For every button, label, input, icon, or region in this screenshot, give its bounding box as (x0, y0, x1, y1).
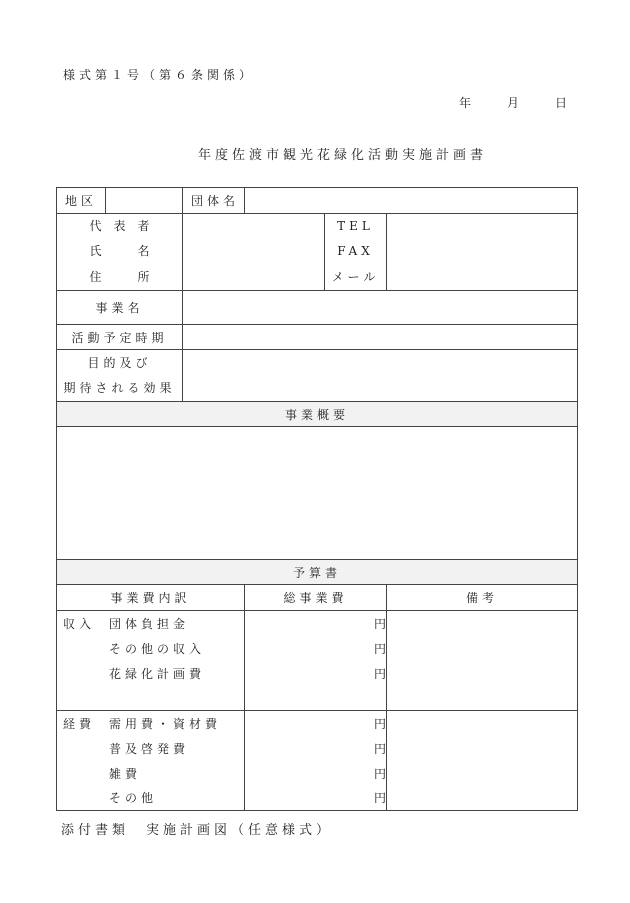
expense-item-row: 普及啓発費 (57, 736, 245, 761)
contact-labels (57, 214, 183, 291)
contact-info-field[interactable] (183, 214, 325, 291)
income-amount-field[interactable] (245, 686, 387, 711)
expense-item-row: 経費 需用費・資材費 (57, 711, 245, 736)
date-month: 月 (507, 96, 520, 110)
project-name-field[interactable] (183, 291, 578, 325)
income-item-row: 収入 団体負担金 (57, 611, 245, 636)
purpose-label: 目的及び 期待される効果 (57, 350, 183, 402)
attachment-note: 添付書類 実施計画図（任意様式） (61, 823, 334, 838)
purpose-field[interactable] (183, 350, 578, 402)
expense-item-row: 雑費 (57, 761, 245, 786)
expense-remarks-field[interactable] (387, 711, 578, 811)
tel-fax-email-field[interactable] (387, 214, 578, 291)
income-amount-field[interactable]: 円 (245, 611, 387, 636)
budget-header: 予算書 (57, 560, 578, 585)
name-label: 氏 名 (89, 244, 150, 259)
income-amount-field[interactable]: 円 (245, 661, 387, 686)
group-name-label: 団体名 (183, 188, 245, 214)
fax-label: FAX (337, 244, 374, 259)
document-title: 年度佐渡市観光花緑化活動実施計画書 (198, 148, 488, 163)
remarks-header: 備考 (387, 585, 578, 611)
expense-amount-field[interactable]: 円 (245, 736, 387, 761)
form-number: 様式第１号（第６条関係） (63, 68, 256, 82)
plan-form-table (56, 187, 578, 811)
email-label: メール (331, 269, 380, 284)
total-header: 総事業費 (245, 585, 387, 611)
expense-amount-field[interactable]: 円 (245, 786, 387, 811)
representative-label: 代 表 者 (89, 219, 150, 234)
district-field[interactable] (106, 188, 183, 214)
period-field[interactable] (183, 325, 578, 350)
breakdown-header: 事業費内訳 (57, 585, 245, 611)
expense-item-row: その他 (57, 786, 245, 811)
income-item-row: 花緑化計画費 (57, 661, 245, 686)
expense-amount-field[interactable]: 円 (245, 761, 387, 786)
expenses-label: 経費 (63, 716, 96, 731)
tel-fax-email-labels (325, 214, 387, 291)
project-name-label: 事業名 (57, 291, 183, 325)
address-label: 住 所 (89, 269, 150, 284)
income-remarks-field[interactable] (387, 611, 578, 711)
overview-field[interactable] (57, 427, 578, 560)
expense-amount-field[interactable]: 円 (245, 711, 387, 736)
income-label: 収入 (63, 616, 96, 631)
income-item-row (57, 686, 245, 711)
overview-header: 事業概要 (57, 402, 578, 427)
period-label: 活動予定時期 (57, 325, 183, 350)
income-amount-field[interactable]: 円 (245, 636, 387, 661)
income-item-row: その他の収入 (57, 636, 245, 661)
date-day: 日 (555, 96, 568, 110)
group-name-field[interactable] (245, 188, 578, 214)
district-label: 地区 (57, 188, 106, 214)
date-year: 年 (459, 96, 472, 110)
tel-label: TEL (337, 219, 374, 234)
